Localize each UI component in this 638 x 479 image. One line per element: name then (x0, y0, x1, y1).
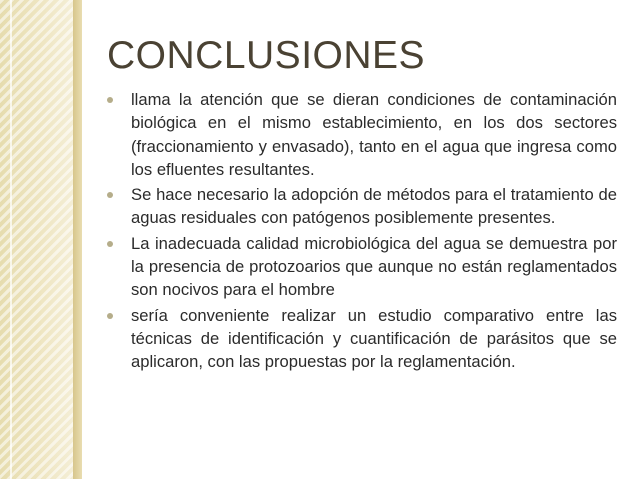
bullet-item (107, 88, 617, 181)
slide-content (107, 88, 617, 376)
decorative-gold-rule (73, 0, 82, 479)
bullet-text: sería conveniente realizar un estudio comparativo entre las técnicas de identificación y cuantificación de parásitos que se aplicaron, con las propuestas por la reglamentación. (131, 305, 617, 372)
bullet-dot-icon (107, 192, 113, 198)
bullet-text: llama la atención que se dieran condiciones de contaminación biológica en el mismo establecimiento, en los dos sectores (fraccionamiento y envasado), tanto en el agua que ingresa como los efluentes resultantes. (131, 90, 617, 179)
band-divider-line (10, 0, 12, 479)
bullet-item (107, 183, 617, 230)
bullet-item (107, 304, 617, 374)
bullet-item (107, 232, 617, 302)
bullet-text: Se hace necesario la adopción de métodos para el tratamiento de aguas residuales con patógenos posiblemente presentes. (131, 185, 617, 228)
bullet-text: La inadecuada calidad microbiológica del agua se demuestra por la presencia de protozoarios que aunque no están reglamentados son nocivos para el hombre (131, 233, 617, 300)
decorative-side-band (0, 0, 73, 479)
bullet-dot-icon (107, 313, 113, 319)
slide-title: CONCLUSIONES (107, 34, 426, 77)
bullet-dot-icon (107, 97, 113, 103)
bullet-dot-icon (107, 241, 113, 247)
bullet-list (107, 88, 617, 374)
